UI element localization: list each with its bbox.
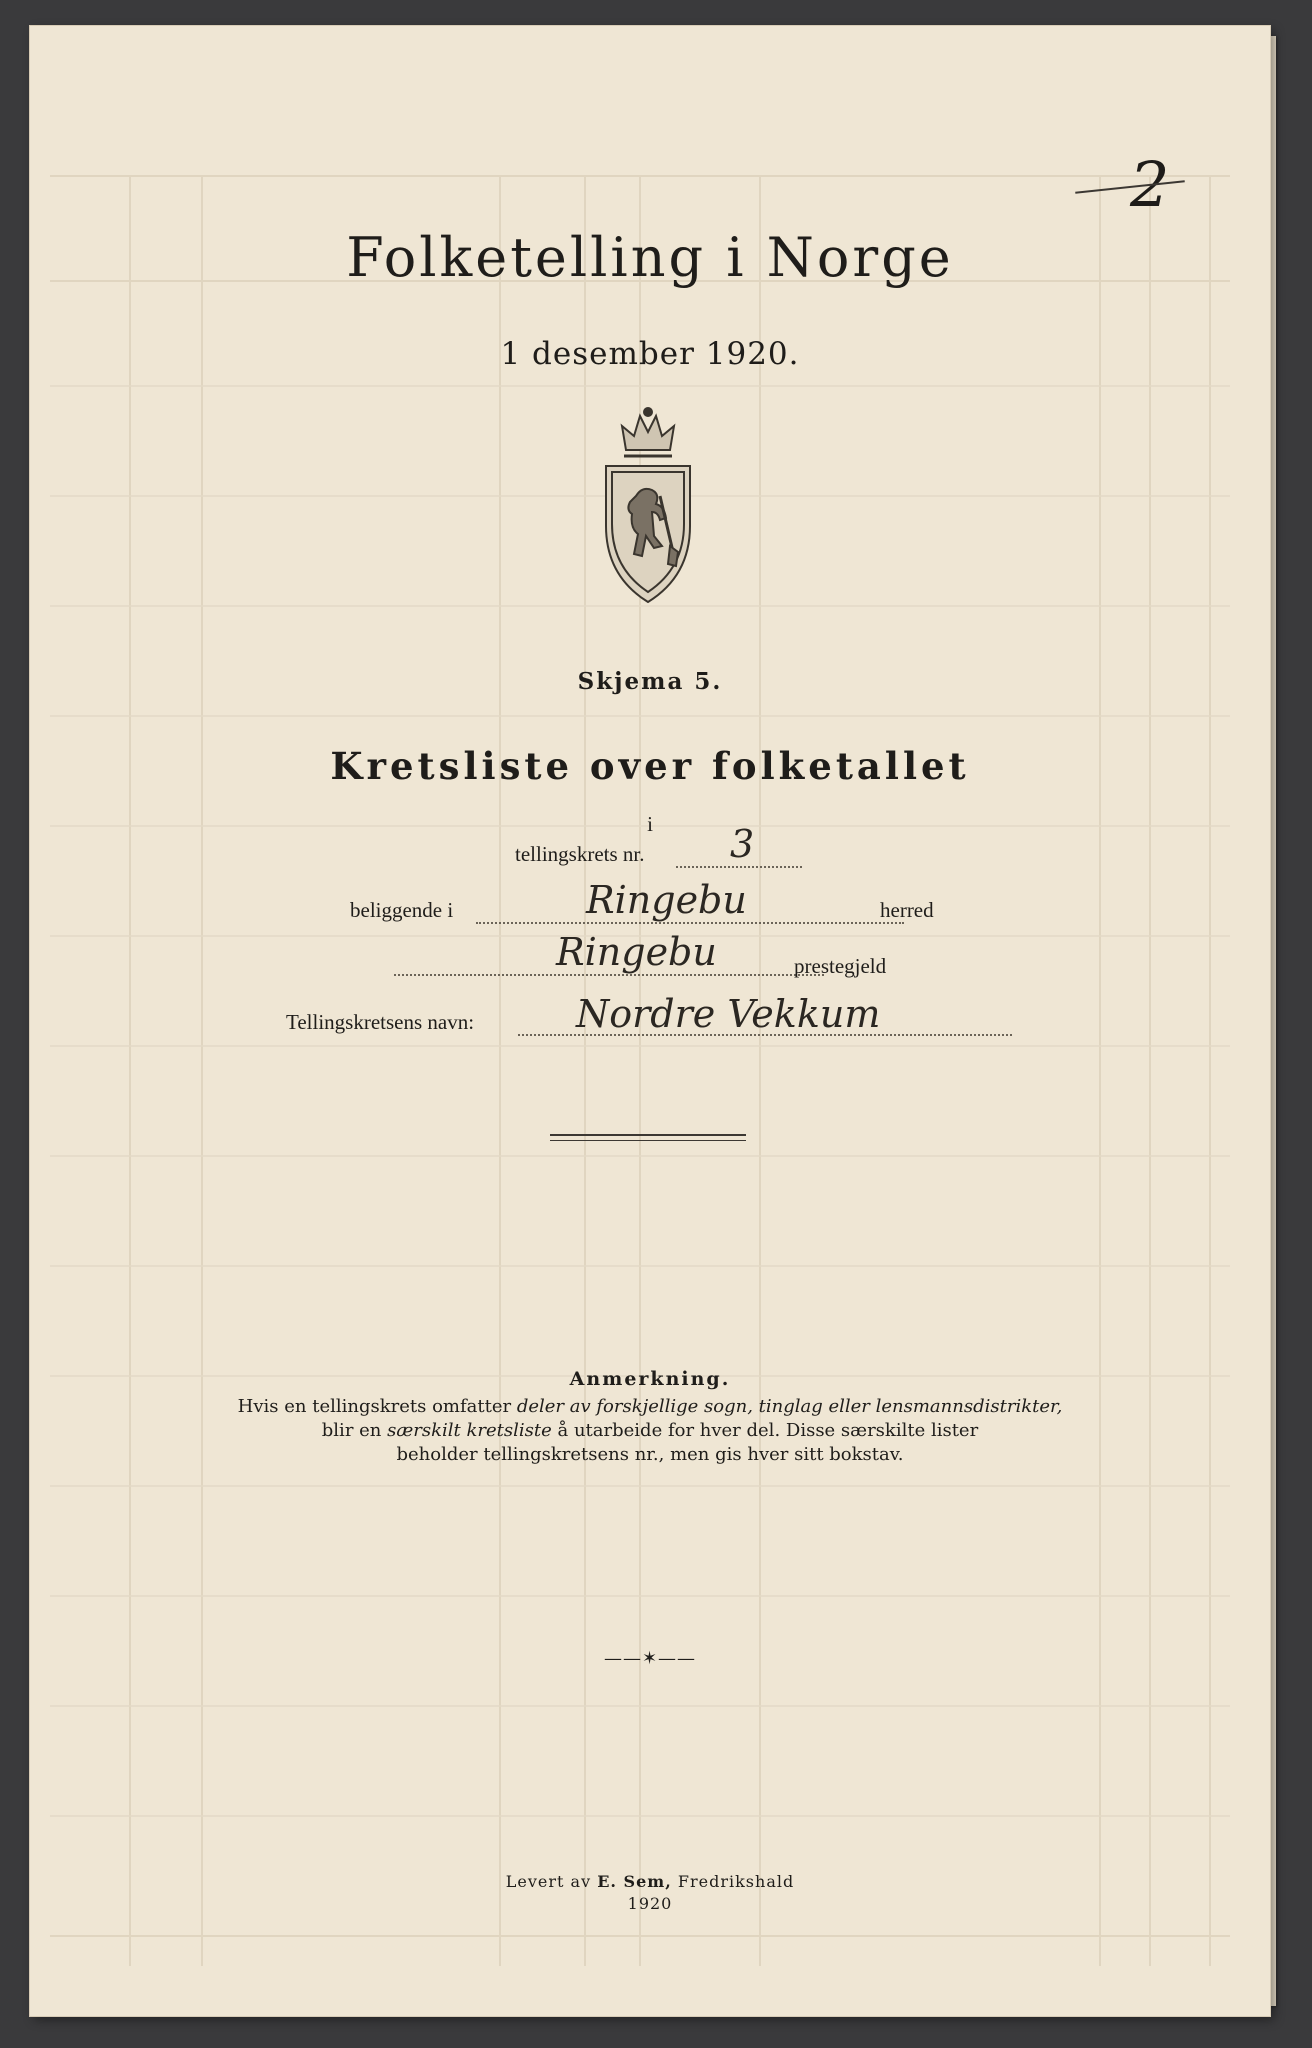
tellingskrets-label: tellingskrets nr. <box>515 842 645 866</box>
tellingskrets-value: 3 <box>730 822 755 866</box>
herred-label: herred <box>880 898 934 922</box>
anmerkning-line-2-text-a: blir en <box>321 1420 388 1441</box>
schema-label: Skjema 5. <box>577 668 723 695</box>
anmerkning-line-2-text-c: å utarbeide for hver del. Disse særskilte lister <box>551 1420 979 1441</box>
printer-year: 1920 <box>627 1894 673 1913</box>
anmerkning-line-1 <box>30 1396 1270 1418</box>
prestegjeld-label: prestegjeld <box>794 954 887 978</box>
anmerkning-line-2 <box>30 1420 1270 1442</box>
beliggende-label: beliggende i <box>350 898 454 922</box>
printer-credit-prefix: Levert av <box>505 1872 598 1891</box>
kretsnavn-value: Nordre Vekkum <box>576 992 881 1036</box>
beliggende-value: Ringebu <box>586 878 747 922</box>
coat-of-arms-icon <box>596 406 700 606</box>
page-number: 2 <box>1130 148 1170 221</box>
separator-rule-top <box>550 1134 746 1136</box>
document-page <box>30 26 1270 2016</box>
prestegjeld-line <box>394 974 824 976</box>
anmerkning-line-1-italic: deler av forskjellige sogn, tinglag eller lensmannsdistrikter, <box>516 1396 1063 1417</box>
prestegjeld-value: Ringebu <box>556 930 717 974</box>
anmerkning-line-1-text: Hvis en tellingskrets omfatter <box>237 1396 517 1417</box>
document-date: 1 desember 1920. <box>500 336 800 372</box>
beliggende-line <box>476 922 904 924</box>
ornament-divider: ——✶—— <box>603 1648 697 1669</box>
anmerkning-line-3: beholder tellingskretsens nr., men gis hver sitt bokstav. <box>396 1444 904 1465</box>
anmerkning-title: Anmerkning. <box>569 1368 731 1390</box>
kretsnavn-label: Tellingskretsens navn: <box>286 1010 475 1034</box>
tellingskrets-line <box>676 866 802 868</box>
heading: Kretsliste over folketallet <box>330 744 970 788</box>
printer-credit <box>30 1872 1270 1891</box>
separator-rule-bottom <box>550 1140 746 1141</box>
anmerkning-line-2-italic: særskilt kretsliste <box>387 1420 552 1441</box>
connector-i: i <box>647 812 653 836</box>
printer-name: E. Sem, <box>597 1872 672 1891</box>
document-title: Folketelling i Norge <box>346 226 954 289</box>
printer-location: Fredrikshald <box>671 1872 795 1891</box>
